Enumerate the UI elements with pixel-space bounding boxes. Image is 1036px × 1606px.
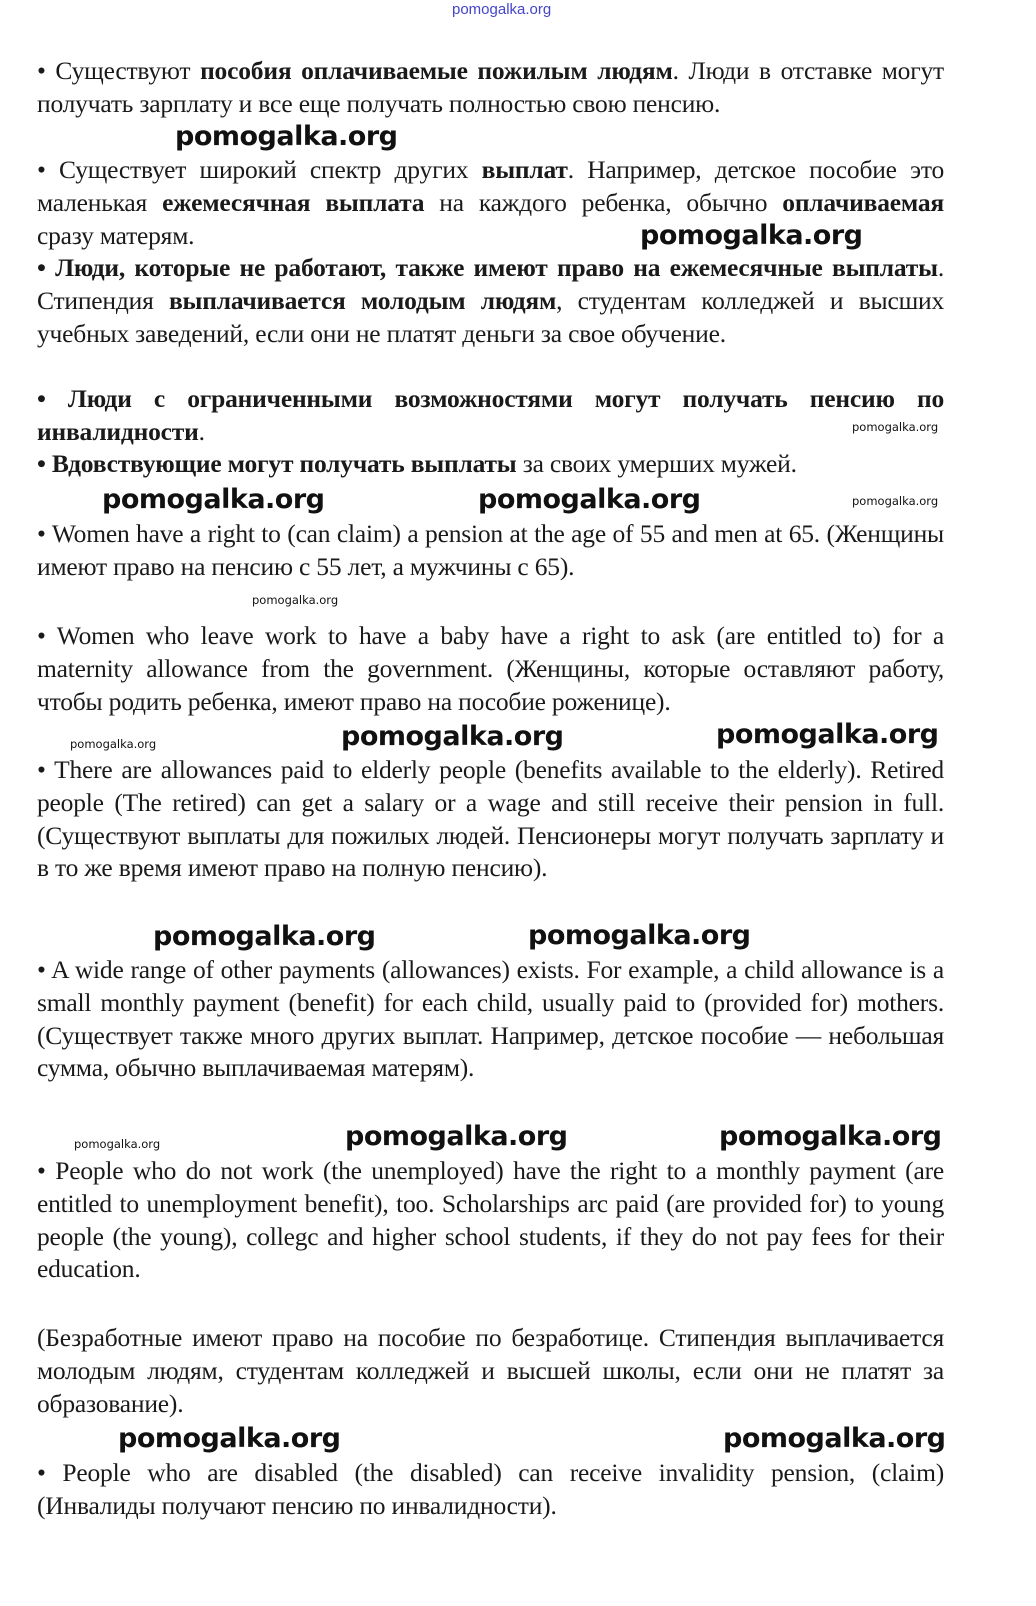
text: • A wide range of other payments (allowances) exists. For example, a child allowance is a small monthly payment (benefit) for each child, usually paid to (provided for) mothers. (Существует также много других выплат. Например, детское пособие — небольшая сумма, обычно выплачиваемая матерям). <box>37 955 944 1083</box>
bold-text: • Люди с ограниченными возможностями могут получать пенсию по инвалидности <box>37 384 944 446</box>
watermark: pomogalka.org <box>723 1423 946 1454</box>
header-watermark: pomogalka.org <box>452 1 552 18</box>
text: • There are allowances paid to elderly people (benefits available to the elderly). Retired people (The retired) can get a salary or a wage and still receive their pension in full. (Существуют выплаты для пожилых людей. Пенсионеры могут получать зарплату и в то же время имеют право на полную пенсию). <box>37 755 944 883</box>
watermark: pomogalka.org <box>70 737 157 751</box>
text: • Существует широкий спектр других <box>37 155 482 184</box>
watermark: pomogalka.org <box>341 721 564 752</box>
paragraph <box>37 754 944 885</box>
paragraph <box>37 1155 944 1286</box>
bold-text: оплачиваемая <box>782 187 944 217</box>
bold-text: • Вдовствующие могут получать выплаты <box>37 449 517 478</box>
paragraph <box>37 252 944 350</box>
watermark: pomogalka.org <box>852 494 939 508</box>
bold-text: ежемесячная выплата <box>162 187 425 217</box>
paragraph <box>37 518 944 584</box>
text: . Стипендия <box>37 253 944 315</box>
watermark: pomogalka.org <box>345 1121 568 1152</box>
text: • Women who leave work to have a baby have a right to ask (are entitled to) for a maternity allowance from the government. (Женщины, которые оставляют работу, чтобы родить ребенка, имеют право на пособие роженице). <box>37 621 944 716</box>
watermark: pomogalka.org <box>74 1137 161 1151</box>
watermark: pomogalka.org <box>852 420 939 434</box>
paragraph <box>37 1457 944 1523</box>
watermark: pomogalka.org <box>175 121 398 152</box>
watermark: pomogalka.org <box>118 1423 341 1454</box>
text: • Существуют <box>37 56 201 85</box>
watermark: pomogalka.org <box>102 484 325 515</box>
text: . Например, детское пособие это маленькая <box>37 155 944 217</box>
text: • Women have a right to (can claim) a pension at the age of 55 and men at 65. (Женщины имеют право на пенсию с 55 лет, а мужчины с 65). <box>37 519 944 581</box>
watermark: pomogalka.org <box>719 1121 942 1152</box>
bold-text: • Люди, которые не работают, также имеют право на ежемесячные выплаты <box>37 253 938 282</box>
paragraph <box>37 55 944 121</box>
paragraph <box>37 383 944 449</box>
paragraph <box>37 1322 944 1420</box>
text: (Безработные имеют право на пособие по безработице. Стипендия выплачивается молодым людям, студентам колледжей и высшей школы, если они не платят за образование). <box>37 1323 944 1418</box>
text: . <box>198 416 205 446</box>
watermark: pomogalka.org <box>716 719 939 750</box>
text: , студентам колледжей и высших учебных заведений, если они не платят деньги за свое обучение. <box>37 285 944 348</box>
watermark: pomogalka.org <box>528 920 751 951</box>
text: за своих умерших мужей. <box>516 449 797 478</box>
text: • People who do not work (the unemployed) have the right to a monthly payment (are entitled to unemployment benefit), too. Scholarships arc paid (are provided for) to young people (the young), collegc and higher school students, if they do not pay fees for their education. <box>37 1156 944 1284</box>
text: • People who are disabled (the disabled) can receive invalidity pension, (claim) (Инвалиды получают пенсию по инвалидности). <box>37 1458 944 1520</box>
paragraph <box>37 954 944 1085</box>
paragraph <box>37 620 944 718</box>
text: на каждого ребенка, обычно <box>424 187 783 217</box>
text: . Люди в отставке могут получать зарплату и все еще получать полностью свою пенсию. <box>37 56 944 118</box>
watermark: pomogalka.org <box>478 484 701 515</box>
watermark: pomogalka.org <box>252 593 339 607</box>
bold-text: пособия оплачиваемые пожилым людям <box>200 56 673 85</box>
text: сразу матерям. <box>37 220 195 250</box>
watermark: pomogalka.org <box>640 220 863 251</box>
bold-text: выплат <box>481 155 568 184</box>
paragraph <box>37 448 944 481</box>
watermark: pomogalka.org <box>153 921 376 952</box>
bold-text: выплачивается молодым людям <box>168 285 557 315</box>
